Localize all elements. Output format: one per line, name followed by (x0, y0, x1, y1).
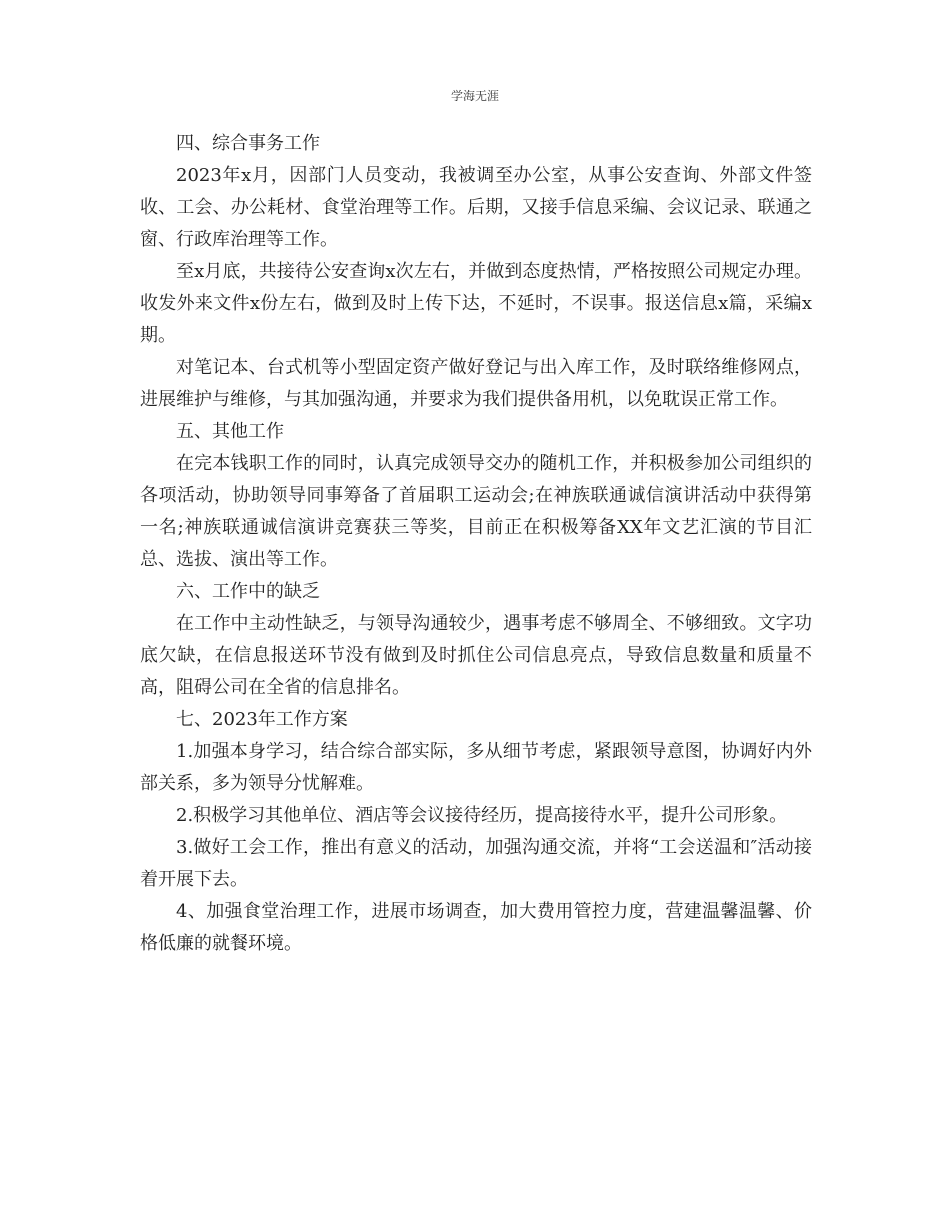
list-item: 1.加强本身学习，结合综合部实际，多从细节考虑，紧跟领导意图，协调好内外部关系，多为领导分忧解难。 (140, 741, 812, 794)
page-header: 学海无涯 (450, 89, 499, 103)
paragraph: 在工作中主动性缺乏，与领导沟通较少，遇事考虑不够周全、不够细致。文字功底欠缺，在信息报送环节没有做到及时抓住公司信息亮点，导致信息数量和质量不高，阻碍公司在全省的信息排名。 (140, 613, 812, 698)
paragraph: 对笔记本、台式机等小型固定资产做好登记与出入库工作，及时联络维修网点，进展维护与维修，与其加强沟通，并要求为我们提供备用机，以免耽误正常工作。 (140, 357, 812, 410)
list-item: 4、加强食堂治理工作，进展市场调查，加大费用管控力度，营建温馨温馨、价格低廉的就餐环境。 (140, 901, 812, 954)
document-body (140, 128, 812, 960)
paragraph: 在完本钱职工作的同时，认真完成领导交办的随机工作，并积极参加公司组织的各项活动，协助领导同事筹备了首届职工运动会;在神族联通诚信演讲活动中获得第一名;神族联通诚信演讲竞赛获三等奖，目前正在积极筹备XX年文艺汇演的节目汇总、选拔、演出等工作。 (140, 453, 812, 570)
list-item: 3.做好工会工作，推出有意义的活动，加强沟通交流，并将“工会送温和″活动接着开展下去。 (140, 837, 812, 890)
section-heading: 六、工作中的缺乏 (176, 581, 320, 602)
section-heading: 四、综合事务工作 (176, 133, 320, 154)
paragraph: 2023年x月，因部门人员变动，我被调至办公室，从事公安查询、外部文件签收、工会、办公耗材、食堂治理等工作。后期，又接手信息采编、会议记录、联通之窗、行政库治理等工作。 (140, 165, 812, 250)
section-heading: 五、其他工作 (176, 421, 284, 442)
section-heading: 七、2023年工作方案 (176, 709, 348, 730)
list-item: 2.积极学习其他单位、酒店等会议接待经历，提高接待水平，提升公司形象。 (176, 805, 788, 826)
paragraph: 至x月底，共接待公安查询x次左右，并做到态度热情，严格按照公司规定办理。收发外来文件x份左右，做到及时上传下达，不延时，不误事。报送信息x篇，采编x期。 (140, 261, 812, 346)
